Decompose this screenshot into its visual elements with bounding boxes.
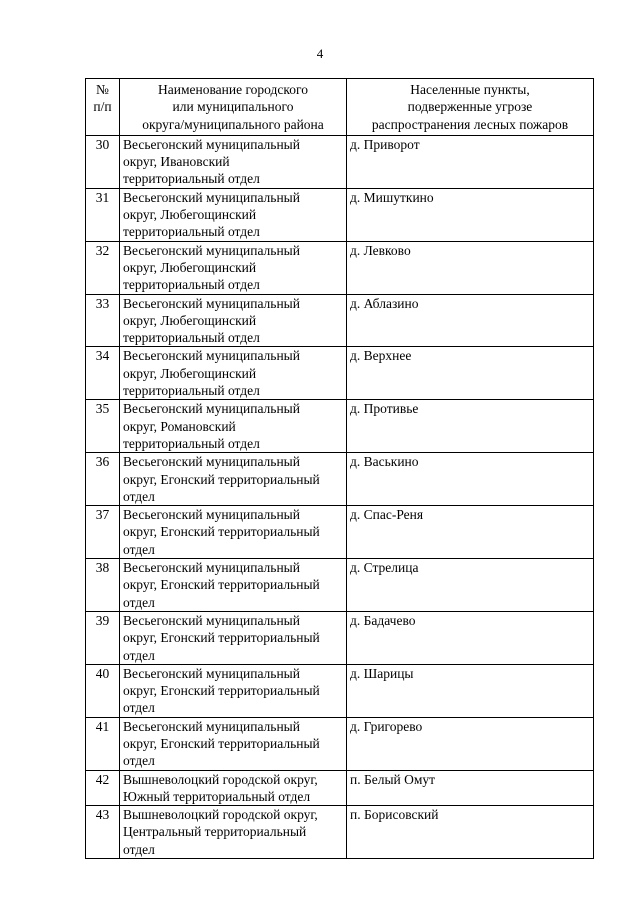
row-district-name: Весьегонский муниципальный округ, Егонский территориальный отдел: [120, 559, 347, 612]
row-settlement: д. Григорево: [347, 717, 594, 770]
header-name-line: округа/муниципального района: [142, 116, 324, 132]
row-district-name: Весьегонский муниципальный округ, Егонский территориальный отдел: [120, 453, 347, 506]
row-number: 36: [86, 453, 120, 506]
row-number: 34: [86, 347, 120, 400]
row-settlement: д. Бадачево: [347, 611, 594, 664]
row-district-name: Весьегонский муниципальный округ, Егонский территориальный отдел: [120, 664, 347, 717]
row-number: 40: [86, 664, 120, 717]
row-settlement: д. Верхнее: [347, 347, 594, 400]
row-number: 30: [86, 135, 120, 188]
row-settlement: д. Левково: [347, 241, 594, 294]
row-number: 43: [86, 806, 120, 859]
table-row: [86, 400, 594, 453]
row-settlement: д. Приворот: [347, 135, 594, 188]
row-district-name: Весьегонский муниципальный округ, Ивановский территориальный отдел: [120, 135, 347, 188]
table-row: [86, 506, 594, 559]
table-row: [86, 453, 594, 506]
row-district-name: Весьегонский муниципальный округ, Любегощинский территориальный отдел: [120, 241, 347, 294]
table-row: [86, 347, 594, 400]
row-settlement: д. Противье: [347, 400, 594, 453]
table-row: [86, 135, 594, 188]
row-settlement: д. Спас-Реня: [347, 506, 594, 559]
header-settlements-line: распространения лесных пожаров: [371, 116, 569, 132]
header-name-line: или муниципального: [172, 99, 294, 115]
row-district-name: Весьегонский муниципальный округ, Любегощинский территориальный отдел: [120, 294, 347, 347]
table-row: [86, 664, 594, 717]
row-district-name: Весьегонский муниципальный округ, Егонский территориальный отдел: [120, 717, 347, 770]
row-number: 37: [86, 506, 120, 559]
row-settlement: д. Стрелица: [347, 559, 594, 612]
row-settlement: п. Борисовский: [347, 806, 594, 859]
header-name-line: Наименование городского: [158, 82, 308, 97]
table-row: [86, 188, 594, 241]
settlements-table: [85, 78, 594, 859]
page-number: 4: [316, 46, 324, 61]
row-number: 41: [86, 717, 120, 770]
table-row: [86, 717, 594, 770]
row-district-name: Весьегонский муниципальный округ, Любегощинский территориальный отдел: [120, 347, 347, 400]
row-settlement: д. Шарицы: [347, 664, 594, 717]
row-number: 35: [86, 400, 120, 453]
row-settlement: д. Аблазино: [347, 294, 594, 347]
header-number-line: №: [96, 82, 109, 97]
table-row: [86, 241, 594, 294]
header-settlements-line: Населенные пункты,: [410, 82, 530, 97]
row-district-name: Весьегонский муниципальный округ, Егонский территориальный отдел: [120, 506, 347, 559]
row-number: 42: [86, 770, 120, 806]
row-district-name: Вышневолоцкий городской округ, Центральный территориальный отдел: [120, 806, 347, 859]
row-district-name: Весьегонский муниципальный округ, Егонский территориальный отдел: [120, 611, 347, 664]
header-number: [86, 79, 120, 136]
row-district-name: Вышневолоцкий городской округ, Южный территориальный отдел: [120, 770, 347, 806]
header-number-line: п/п: [93, 99, 112, 115]
row-settlement: п. Белый Омут: [347, 770, 594, 806]
row-settlement: д. Васькино: [347, 453, 594, 506]
row-number: 33: [86, 294, 120, 347]
row-number: 38: [86, 559, 120, 612]
table-row: [86, 770, 594, 806]
row-settlement: д. Мишуткино: [347, 188, 594, 241]
row-district-name: Весьегонский муниципальный округ, Романовский территориальный отдел: [120, 400, 347, 453]
table-row: [86, 559, 594, 612]
header-district-name: [120, 79, 347, 136]
header-settlements: [347, 79, 594, 136]
row-number: 31: [86, 188, 120, 241]
table-row: [86, 806, 594, 859]
row-number: 39: [86, 611, 120, 664]
header-settlements-line: подверженные угрозе: [407, 99, 533, 115]
table-header-row: [86, 79, 594, 136]
table-row: [86, 611, 594, 664]
table-row: [86, 294, 594, 347]
row-number: 32: [86, 241, 120, 294]
row-district-name: Весьегонский муниципальный округ, Любегощинский территориальный отдел: [120, 188, 347, 241]
